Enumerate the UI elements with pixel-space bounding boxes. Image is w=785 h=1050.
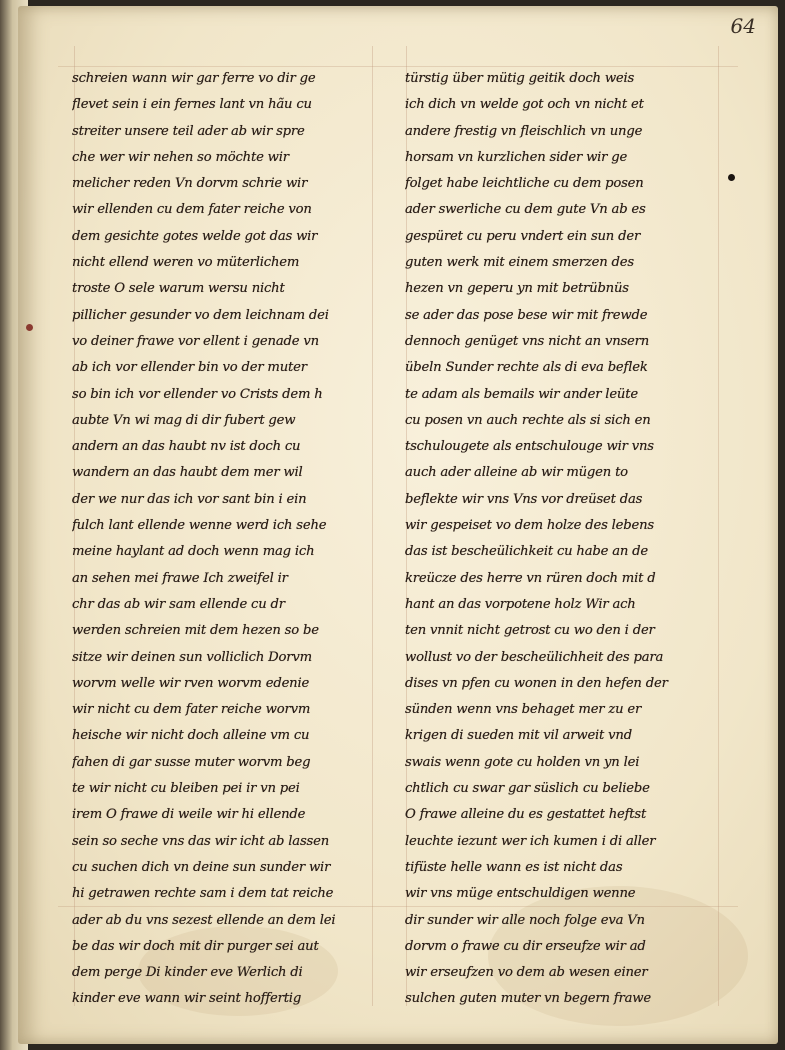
text-line: tifüste helle wann es ist nicht das — [405, 859, 623, 875]
text-line: hi getrawen rechte sam i dem tat reiche — [72, 886, 334, 902]
text-line: wandern an das haubt dem mer wil — [72, 465, 303, 481]
text-line: wir vns müge entschuldigen wenne — [405, 886, 636, 902]
ruling-line — [372, 46, 373, 1006]
left-text-column — [72, 66, 372, 1013]
text-line: wir nicht cu dem fater reiche worvm — [72, 702, 311, 718]
text-line: aubte Vn wi mag di dir fubert gew — [72, 412, 296, 428]
text-line: melicher reden Vn dorvm schrie wir — [72, 176, 308, 192]
text-line: andern an das haubt nv ist doch cu — [72, 439, 301, 455]
text-line: ader ab du vns sezest ellende an dem lei — [72, 912, 336, 928]
text-line: te wir nicht cu bleiben pei ir vn pei — [72, 781, 300, 797]
text-line: tschulougete als entschulouge wir vns — [405, 439, 654, 455]
text-line: kreücze des herre vn rüren doch mit d — [405, 570, 656, 586]
text-line: chr das ab wir sam ellende cu dr — [72, 596, 285, 612]
text-line: wir gespeiset vo dem holze des lebens — [405, 518, 654, 534]
text-line: fulch lant ellende wenne werd ich sehe — [72, 518, 327, 534]
text-line: dennoch genüget vns nicht an vnsern — [405, 333, 650, 349]
text-line: chtlich cu swar gar süslich cu beliebe — [405, 781, 650, 797]
text-line: irem O frawe di weile wir hi ellende — [72, 807, 306, 823]
text-line: streiter unsere teil ader ab wir spre — [72, 123, 305, 139]
ruling-line — [718, 46, 719, 1006]
text-line: türstig über mütig geitik doch weis — [405, 71, 635, 86]
ink-dot — [26, 324, 33, 331]
text-line: worvm welle wir rven worvm edenie — [72, 675, 310, 691]
text-line: ab ich vor ellender bin vo der muter — [72, 360, 307, 376]
text-line: dises vn pfen cu wonen in den hefen der — [405, 675, 668, 691]
text-line: pillicher gesunder vo dem leichnam dei — [72, 307, 329, 323]
text-line: hezen vn geperu yn mit betrübnüs — [405, 281, 629, 297]
text-line: troste O sele warum wersu nicht — [72, 281, 285, 297]
text-line: schreien wann wir gar ferre vo dir ge — [72, 71, 316, 86]
text-line: ten vnnit nicht getrost cu wo den i der — [405, 623, 655, 639]
text-line: das ist bescheülichkeit cu habe an de — [405, 544, 649, 560]
text-line: auch ader alleine ab wir mügen to — [405, 465, 628, 481]
text-line: vo deiner frawe vor ellent i genade vn — [72, 333, 319, 349]
text-line: andere frestig vn fleischlich vn unge — [405, 123, 643, 139]
text-line: dorvm o frawe cu dir erseufze wir ad — [405, 938, 646, 954]
text-line: so bin ich vor ellender vo Crists dem h — [72, 386, 323, 402]
text-line: dir sunder wir alle noch folge eva Vn — [405, 912, 645, 928]
text-line: te adam als bemails wir ander leüte — [405, 386, 638, 402]
text-line: wir ellenden cu dem fater reiche von — [72, 202, 312, 218]
text-line: fahen di gar susse muter worvm beg — [72, 754, 311, 770]
text-line: ich dich vn welde got och vn nicht et — [405, 97, 644, 113]
text-line: dem perge Di kinder eve Werlich di — [72, 965, 303, 981]
text-line: hant an das vorpotene holz Wir ach — [405, 596, 636, 612]
text-line: kinder eve wann wir seint hoffertig — [72, 991, 302, 1007]
right-text-column — [405, 66, 710, 1013]
text-line: gespüret cu peru vndert ein sun der — [405, 228, 641, 244]
text-line: wollust vo der bescheülichheit des para — [405, 649, 664, 665]
text-line: sulchen guten muter vn begern frawe — [405, 991, 651, 1007]
text-line: cu suchen dich vn deine sun sunder wir — [72, 859, 331, 875]
text-line: ader swerliche cu dem gute Vn ab es — [405, 202, 646, 218]
text-line: horsam vn kurzlichen sider wir ge — [405, 149, 628, 165]
text-line: sitze wir deinen sun volliclich Dorvm — [72, 649, 312, 665]
text-line: krigen di sueden mit vil arweit vnd — [405, 728, 632, 744]
text-line: übeln Sunder rechte als di eva beflek — [405, 360, 648, 376]
text-line: cu posen vn auch rechte als si sich en — [405, 412, 651, 428]
text-line: wir erseufzen vo dem ab wesen einer — [405, 965, 648, 981]
text-line: nicht ellend weren vo müterlichem — [72, 255, 300, 271]
text-line: sein so seche vns das wir icht ab lassen — [72, 833, 329, 849]
text-line: dem gesichte gotes welde got das wir — [72, 228, 318, 244]
text-line: heische wir nicht doch alleine vm cu — [72, 728, 310, 744]
text-line: O frawe alleine du es gestattet heftst — [405, 807, 647, 823]
text-line: meine haylant ad doch wenn mag ich — [72, 544, 315, 560]
text-line: che wer wir nehen so möchte wir — [72, 149, 289, 165]
text-line: der we nur das ich vor sant bin i ein — [72, 491, 307, 507]
text-line: leuchte iezunt wer ich kumen i di aller — [405, 833, 656, 849]
text-line: guten werk mit einem smerzen des — [405, 255, 634, 271]
text-line: an sehen mei frawe Ich zweifel ir — [72, 570, 288, 586]
text-line: werden schreien mit dem hezen so be — [72, 623, 319, 639]
text-line: se ader das pose bese wir mit frewde — [405, 307, 648, 323]
text-line: beflekte wir vns Vns vor dreüset das — [405, 491, 643, 507]
text-line: sünden wenn vns behaget mer zu er — [405, 702, 642, 718]
text-line: swais wenn gote cu holden vn yn lei — [405, 754, 640, 770]
text-line: be das wir doch mit dir purger sei aut — [72, 938, 319, 954]
text-line: flevet sein i ein fernes lant vn hãu cu — [72, 97, 312, 113]
text-line: folget habe leichtliche cu dem posen — [405, 176, 644, 192]
folio-number: 64 — [730, 14, 756, 38]
ink-dot — [728, 174, 735, 181]
